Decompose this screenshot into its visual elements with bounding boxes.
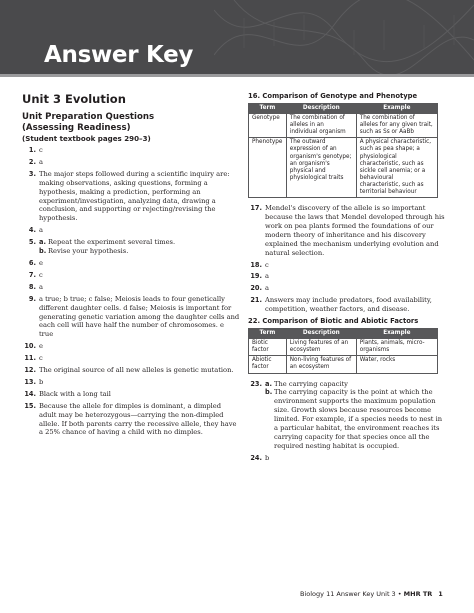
answer-item bbox=[22, 146, 240, 155]
table-header-cell: Description bbox=[286, 329, 356, 339]
footer-brand: MHR TR bbox=[403, 590, 433, 598]
answer-text: e bbox=[39, 258, 43, 267]
page-title: Answer Key bbox=[44, 42, 194, 68]
answer-list-right-b bbox=[248, 380, 448, 463]
answer-item bbox=[22, 354, 240, 363]
table-genotype-phenotype bbox=[248, 103, 438, 198]
table-header-cell: Example bbox=[356, 329, 437, 339]
answer-item bbox=[22, 366, 240, 375]
answer-subpart bbox=[265, 388, 448, 450]
table-row bbox=[249, 339, 438, 356]
table-cell: A physical characteristic, such as pea shape; a physiological characteristic, such as sickle cell anemia; or a behavioural characteristic, such as territorial behaviour bbox=[356, 138, 437, 198]
banner-divider bbox=[0, 74, 474, 77]
answer-number: 9. bbox=[28, 294, 36, 303]
pages-note: (Student textbook pages 290–3) bbox=[22, 134, 151, 143]
answer-text: The original source of all new alleles is genetic mutation. bbox=[39, 366, 234, 375]
answer-item bbox=[22, 295, 240, 340]
answer-text: Mendel's discovery of the allele is so important because the laws that Mendel developed through his work on pea plants formed the foundations of our modern theory of inheritance and his discovery explained the mechanism underlying evolution and natural selection. bbox=[265, 204, 445, 257]
answer-text: Because the allele for dimples is dominant, a dimpled adult may be heterozygous—carrying the non-dimpled allele. If both parents carry the recessive allele, they have a 25% chance of having a child with no dimples. bbox=[39, 401, 237, 437]
answer-subpart bbox=[265, 380, 448, 389]
subpart-letter: b. bbox=[265, 388, 273, 397]
table-header-cell: Term bbox=[249, 104, 287, 114]
table-cell: Phenotype bbox=[249, 138, 287, 198]
answer-item bbox=[22, 271, 240, 280]
answer-text: a bbox=[39, 282, 43, 291]
answer-text: a bbox=[39, 226, 43, 235]
subpart-text: Repeat the experiment several times. bbox=[48, 238, 176, 247]
answer-item bbox=[248, 296, 448, 314]
answer-number: 23. bbox=[250, 379, 262, 388]
answer-number: 19. bbox=[250, 272, 262, 281]
page-number: 1 bbox=[438, 590, 443, 598]
answer-list-right-a bbox=[248, 204, 448, 314]
answer-text: a bbox=[265, 272, 269, 281]
table-genotype-title: 16. Comparison of Genotype and Phenotype bbox=[248, 92, 418, 100]
table-cell: Abiotic factor bbox=[249, 356, 287, 373]
header-banner bbox=[0, 0, 474, 74]
subpart-letter: a. bbox=[265, 379, 272, 388]
table-header-cell: Description bbox=[286, 104, 356, 114]
answer-text: Black with a long tail bbox=[39, 389, 111, 398]
answer-item bbox=[22, 390, 240, 399]
answer-text: b bbox=[39, 377, 44, 386]
answer-number: 20. bbox=[250, 284, 262, 293]
dna-helix-decoration bbox=[214, 0, 474, 74]
answer-item bbox=[248, 284, 448, 293]
answer-subpart bbox=[39, 238, 240, 247]
answer-text: c bbox=[39, 270, 43, 279]
left-column bbox=[22, 92, 240, 440]
table-cell: The combination of alleles in an individual organism bbox=[286, 114, 356, 138]
section-title-line2: (Assessing Readiness) bbox=[22, 123, 131, 133]
footer-text: Biology 11 Answer Key Unit 3 • bbox=[300, 590, 402, 598]
answer-text: c bbox=[265, 260, 269, 269]
answer-list-left bbox=[22, 146, 240, 437]
answer-number: 24. bbox=[250, 453, 262, 462]
table-cell: The outward expression of an organism's genotype; an organism's physical and physiological traits bbox=[286, 138, 356, 198]
answer-item bbox=[22, 238, 240, 256]
answer-item bbox=[22, 158, 240, 167]
subpart-text: The carrying capacity is the point at which the environment supports the maximum population size. Growth slows because resources become limited. For example, if a species needs to nest in a particular habitat, the environment reaches its carrying capacity for that species once all the required nesting habitat is occupied. bbox=[274, 388, 443, 450]
table-row bbox=[249, 114, 438, 138]
table-header-cell: Example bbox=[356, 104, 437, 114]
answer-text: b bbox=[265, 453, 270, 462]
answer-text: Answers may include predators, food availability, competition, weather factors, and disease. bbox=[265, 296, 432, 314]
section-title: Unit Preparation Questions bbox=[22, 112, 155, 122]
answer-number: 17. bbox=[250, 204, 262, 213]
answer-number: 13. bbox=[24, 377, 36, 386]
table-biotic-title: 22. Comparison of Biotic and Abiotic Factors bbox=[248, 317, 419, 326]
subpart-text: Revise your hypothesis. bbox=[48, 247, 129, 256]
table-cell: Non-living features of an ecosystem bbox=[286, 356, 356, 373]
table-cell: Plants, animals, micro-organisms bbox=[356, 339, 437, 356]
answer-number: 3. bbox=[28, 169, 36, 178]
table-cell: Biotic factor bbox=[249, 339, 287, 356]
answer-item bbox=[248, 380, 448, 451]
unit-title: Unit 3 Evolution bbox=[22, 92, 126, 106]
answer-item bbox=[22, 170, 240, 223]
table-cell: Water, rocks bbox=[356, 356, 437, 373]
answer-text: c bbox=[39, 146, 43, 154]
answer-item bbox=[22, 259, 240, 268]
answer-item bbox=[22, 283, 240, 292]
answer-text: The major steps followed during a scientific inquiry are: making observations, asking questions, forming a hypothesis, making a prediction, performing an experiment/investigation, analyzing data, drawing a conclusion, and supporting or rejecting/revising the hypothesis. bbox=[39, 169, 230, 223]
answer-item bbox=[22, 226, 240, 235]
answer-number: 8. bbox=[28, 282, 36, 291]
answer-item bbox=[22, 342, 240, 351]
answer-subpart bbox=[39, 247, 240, 256]
answer-number: 11. bbox=[24, 354, 36, 363]
answer-number: 4. bbox=[28, 226, 36, 235]
answer-number: 7. bbox=[28, 270, 36, 279]
table-row bbox=[249, 138, 438, 198]
answer-item bbox=[248, 204, 448, 257]
answer-number: 6. bbox=[28, 258, 36, 267]
answer-number: 1. bbox=[28, 146, 36, 154]
answer-number: 21. bbox=[250, 296, 262, 305]
answer-number: 18. bbox=[250, 260, 262, 269]
answer-item bbox=[22, 402, 240, 438]
answer-item bbox=[248, 454, 448, 463]
subpart-letter: a. bbox=[39, 238, 46, 247]
subpart-letter: b. bbox=[39, 247, 47, 256]
answer-text: e bbox=[39, 342, 43, 351]
table-cell: Genotype bbox=[249, 114, 287, 138]
table-biotic-abiotic bbox=[248, 328, 438, 373]
answer-number: 2. bbox=[28, 157, 36, 166]
answer-item bbox=[22, 378, 240, 387]
table-cell: The combination of alleles for any given trait, such as Ss or AaBb bbox=[356, 114, 437, 138]
answer-number: 5. bbox=[28, 238, 36, 247]
answer-number: 14. bbox=[24, 389, 36, 398]
table-cell: Living features of an ecosystem bbox=[286, 339, 356, 356]
right-column bbox=[248, 92, 448, 466]
answer-number: 10. bbox=[24, 342, 36, 351]
table-row bbox=[249, 356, 438, 373]
answer-text: a bbox=[39, 157, 43, 166]
subpart-text: The carrying capacity bbox=[274, 379, 348, 388]
table-header-cell: Term bbox=[249, 329, 287, 339]
page-footer bbox=[300, 590, 443, 598]
answer-item bbox=[248, 261, 448, 270]
answer-item bbox=[248, 272, 448, 281]
answer-number: 15. bbox=[24, 401, 36, 410]
answer-text: a bbox=[265, 284, 269, 293]
answer-text: a true; b true; c false; Meiosis leads to four genetically different daughter cells. d false; Meiosis is important for generating genetic variation among the daughter cells and each cell will have half the number of chromosomes. e true bbox=[39, 294, 240, 339]
answer-number: 12. bbox=[24, 366, 36, 375]
answer-text: c bbox=[39, 354, 43, 363]
